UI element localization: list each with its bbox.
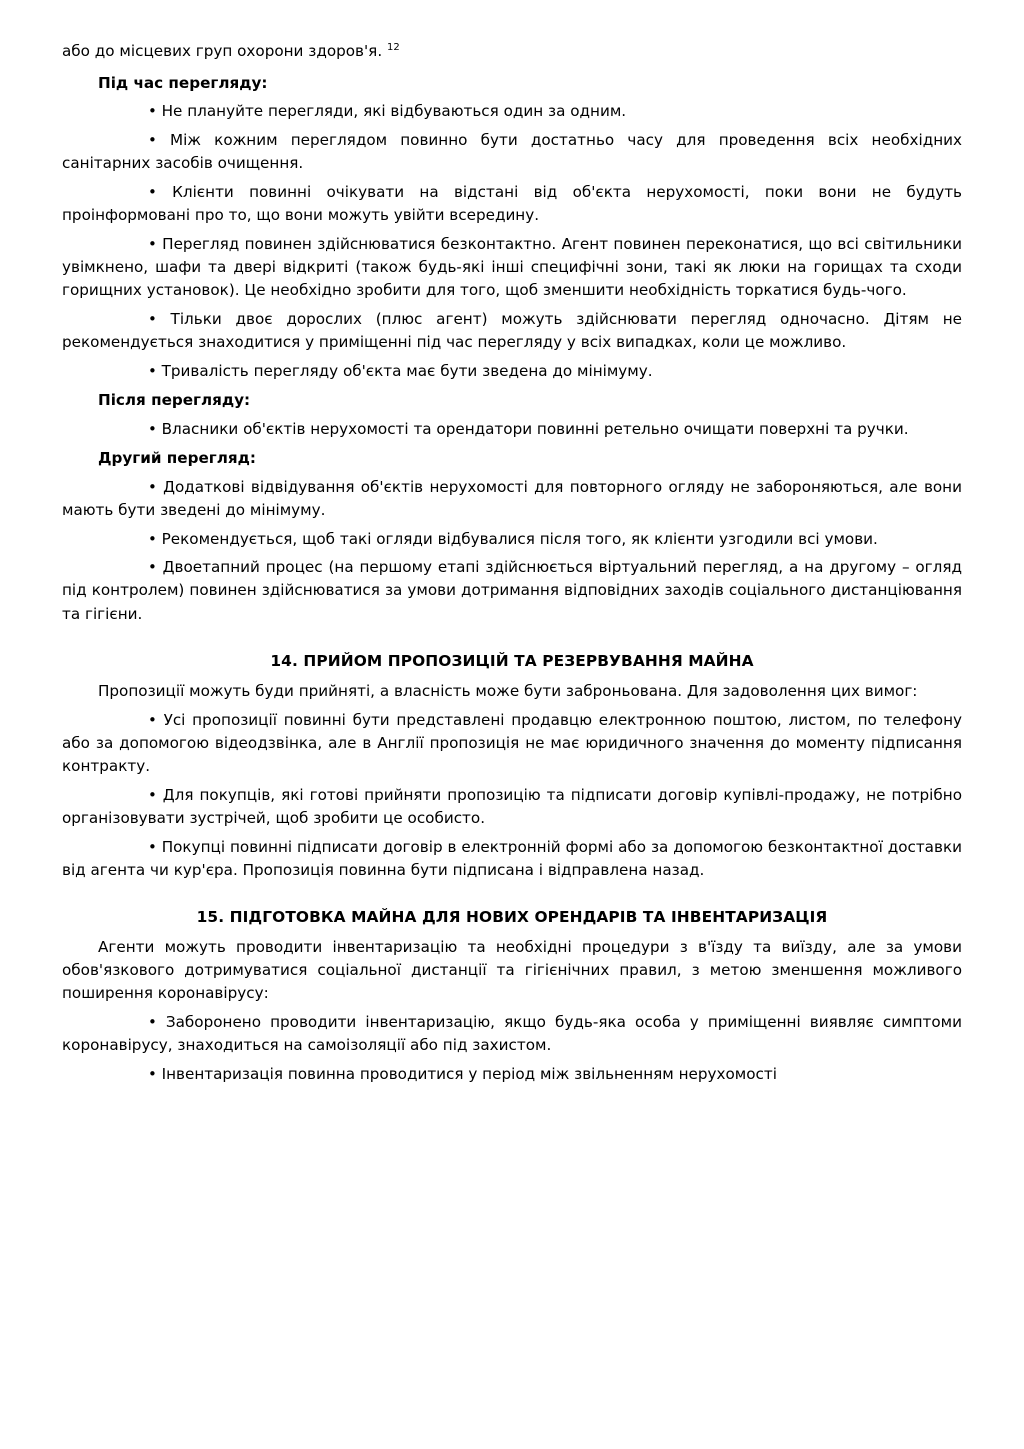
bullet-marker-icon: • bbox=[148, 558, 163, 577]
bullet-item bbox=[62, 360, 962, 383]
footnote-marker: 12 bbox=[386, 42, 400, 53]
continued-text: або до місцевих груп охорони здоров'я. bbox=[62, 42, 383, 61]
bullet-item bbox=[62, 181, 962, 227]
bullet-marker-icon: • bbox=[148, 362, 162, 381]
bullet-text: Рекомендується, щоб такі огляди відбувалися після того, як клієнти узгодили всі умови. bbox=[161, 529, 878, 548]
bullet-text: Між кожним переглядом повинно бути достатньо часу для проведення всіх необхідних санітарних засобів очищення. bbox=[62, 131, 962, 173]
bullet-text: Заборонено проводити інвентаризацію, якщо будь-яка особа у приміщенні виявляє симптоми коронавірусу, знаходиться на самоізоляції або під захистом. bbox=[62, 1013, 962, 1055]
bullet-marker-icon: • bbox=[148, 837, 162, 856]
bullet-item bbox=[62, 784, 962, 830]
bullet-text: Клієнти повинні очікувати на відстані від об'єкта нерухомості, поки вони не будуть проінформовані про то, що вони можуть увійти всередину. bbox=[62, 183, 962, 225]
bullet-marker-icon: • bbox=[148, 477, 164, 496]
bullet-text: Інвентаризація повинна проводитися у період між звільненням нерухомості bbox=[161, 1065, 777, 1084]
bullet-item bbox=[62, 100, 962, 123]
bullet-text: Двоетапний процес (на першому етапі здійснюється віртуальний перегляд, а на другому – огляд під контролем) повинен здійснюватися за умови дотримання відповідних заходів соціального дистанціювання та гігієни. bbox=[62, 558, 963, 623]
document-body bbox=[62, 40, 962, 1086]
bullet-text: Перегляд повинен здійснюватися безконтактно. Агент повинен переконатися, що всі світильники увімкнено, шафи та двері відкриті (також будь-які інші специфічні зони, такі як люки на горищах та сходи горищних установок). Це необхідно зробити для того, щоб зменшити необхідність торкатися будь-чого. bbox=[62, 235, 962, 300]
bullet-text: Для покупців, які готові прийняти пропозицію та підписати договір купівлі-продажу, не потрібно організовувати зустрічей, щоб зробити це особисто. bbox=[62, 785, 962, 827]
bullet-item bbox=[62, 528, 962, 551]
bullet-text: Тривалість перегляду об'єкта має бути зведена до мінімуму. bbox=[161, 362, 653, 381]
bullet-marker-icon: • bbox=[148, 131, 170, 150]
bullet-text: Покупці повинні підписати договір в електронній формі або за допомогою безконтактної доставки від агента чи кур'єра. Пропозиція повинна бути підписана і відправлена назад. bbox=[62, 837, 962, 879]
bullet-text: Тільки двоє дорослих (плюс агент) можуть здійснювати перегляд одночасно. Дітям не рекомендується знаходитися у приміщенні під час перегляду у всіх випадках, коли це можливо. bbox=[62, 310, 962, 352]
bullet-text: Не плануйте перегляди, які відбуваються один за одним. bbox=[161, 102, 627, 121]
paragraph: Агенти можуть проводити інвентаризацію та необхідні процедури з в'їзду та виїзду, але за умови обов'язкового дотримуватися соціальної дистанції та гігієнічних правил, з метою зменшення можливого поширення коронавірусу: bbox=[62, 938, 962, 1003]
continued-line bbox=[62, 40, 962, 63]
bullet-marker-icon: • bbox=[148, 529, 162, 548]
bullet-item bbox=[62, 1063, 962, 1086]
bullet-item bbox=[62, 556, 962, 625]
paragraph: Пропозиції можуть буди прийняті, а власність може бути заброньована. Для задоволення цих вимог: bbox=[98, 681, 918, 700]
bullet-marker-icon: • bbox=[148, 419, 162, 438]
bullet-item bbox=[62, 233, 962, 302]
bullet-marker-icon: • bbox=[148, 1065, 162, 1084]
bullet-marker-icon: • bbox=[148, 710, 164, 729]
subheading-second-viewing: Другий перегляд: bbox=[98, 448, 256, 467]
bullet-marker-icon: • bbox=[148, 183, 173, 202]
bullet-item bbox=[62, 1011, 962, 1057]
bullet-text: Усі пропозиції повинні бути представлені продавцю електронною поштою, листом, по телефону або за допомогою відеодзвінка, але в Англії пропозиція не має юридичного значення до моменту підписання контракту. bbox=[62, 710, 962, 775]
section-heading-14: 14. ПРИЙОМ ПРОПОЗИЦІЙ ТА РЕЗЕРВУВАННЯ МАЙНА bbox=[270, 651, 754, 670]
bullet-item bbox=[62, 836, 962, 882]
bullet-marker-icon: • bbox=[148, 785, 163, 804]
bullet-item bbox=[62, 418, 962, 441]
bullet-marker-icon: • bbox=[148, 235, 163, 254]
bullet-item bbox=[62, 709, 962, 778]
bullet-item bbox=[62, 308, 962, 354]
bullet-item bbox=[62, 476, 962, 522]
bullet-marker-icon: • bbox=[148, 310, 171, 329]
bullet-text: Власники об'єктів нерухомості та орендатори повинні ретельно очищати поверхні та ручки. bbox=[161, 419, 909, 438]
bullet-marker-icon: • bbox=[148, 102, 162, 121]
bullet-marker-icon: • bbox=[148, 1013, 166, 1032]
subheading-during-viewing: Під час перегляду: bbox=[98, 73, 268, 92]
bullet-text: Додаткові відвідування об'єктів нерухомості для повторного огляду не забороняються, але вони мають бути зведені до мінімуму. bbox=[62, 477, 962, 519]
bullet-item bbox=[62, 129, 962, 175]
section-heading-15: 15. ПІДГОТОВКА МАЙНА ДЛЯ НОВИХ ОРЕНДАРІВ ТА ІНВЕНТАРИЗАЦІЯ bbox=[196, 907, 828, 926]
subheading-after-viewing: Після перегляду: bbox=[98, 391, 251, 409]
